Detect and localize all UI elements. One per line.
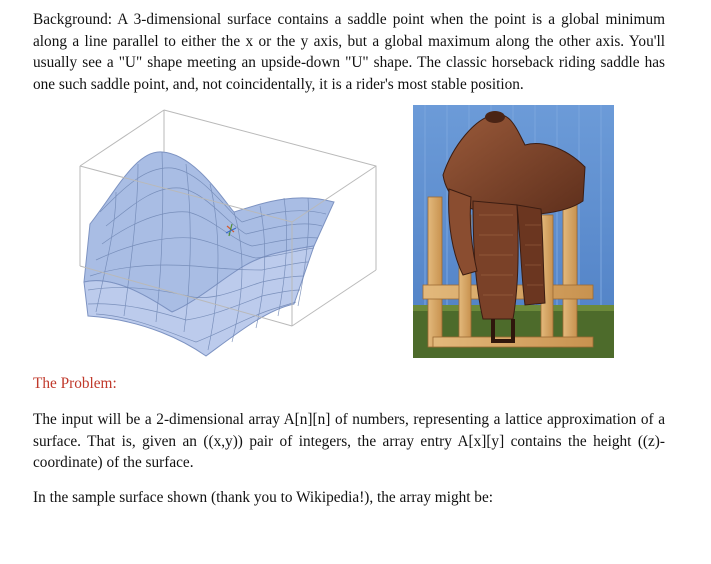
saddle-surface-plot <box>76 106 382 362</box>
background-paragraph: Background: A 3-dimensional surface contains a saddle point when the point is a global minimum along a line parallel to either the x or the y axis, but a global maximum along the other axis. You'll usually see a "U" shape meeting an upside-down "U" shape. The classic horseback riding saddle has one such saddle point, and, not coincidentally, it is a rider's most stable position. <box>33 11 665 93</box>
problem-heading: The Problem: <box>33 375 117 392</box>
saddle-surface <box>84 152 334 356</box>
problem-paragraph-sample: In the sample surface shown (thank you to Wikipedia!), the array might be: <box>33 489 493 506</box>
problem-paragraph-input: The input will be a 2-dimensional array A[n][n] of numbers, representing a lattice approximation of a surface. That is, given an ((x,y)) pair of integers, the array entry A[x][y] contains the height ((z)-coordinate) of the surface. <box>33 411 665 471</box>
horse-saddle-photo <box>413 105 614 358</box>
